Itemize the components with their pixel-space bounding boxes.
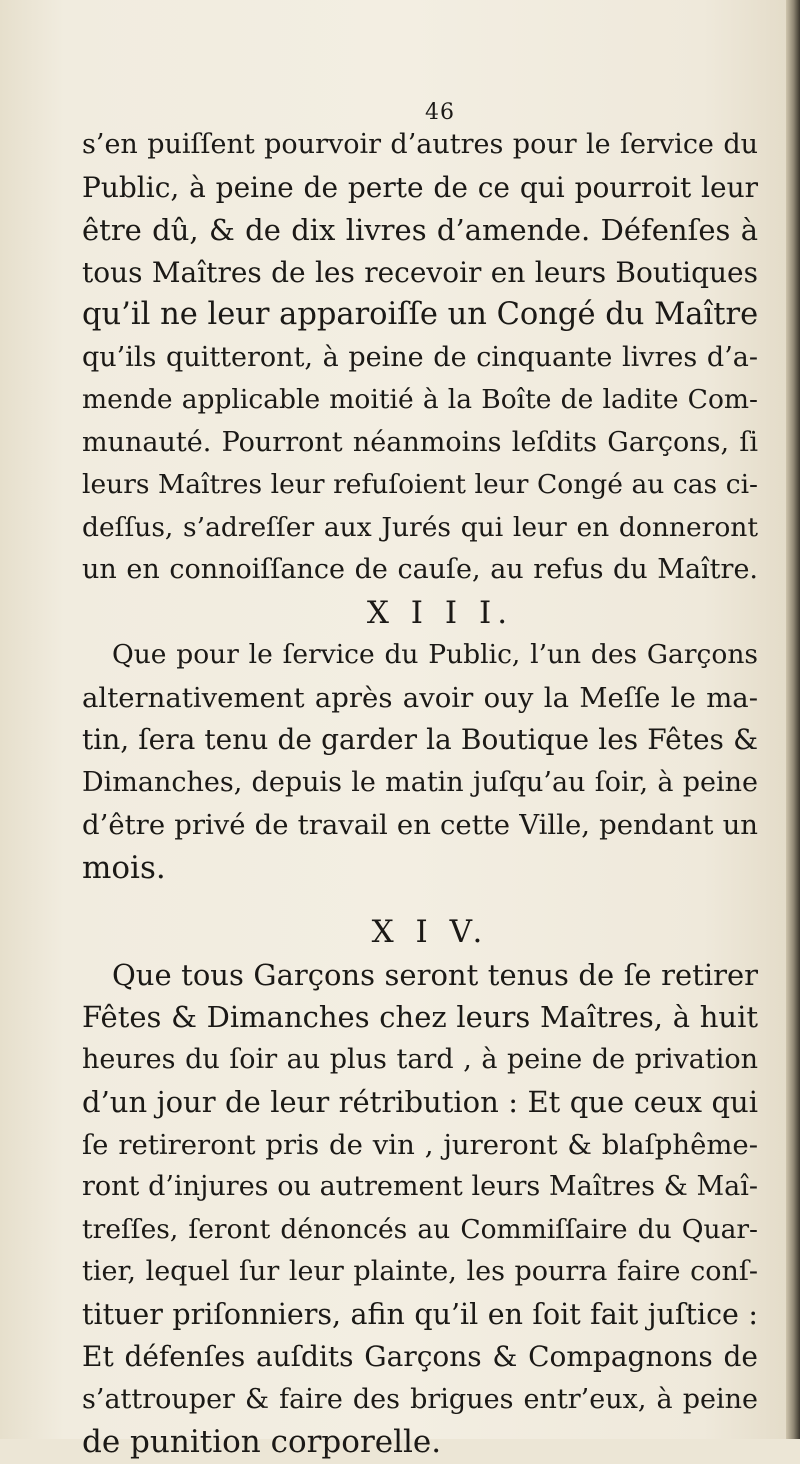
text-line: s’attrouper & faire des brigues entr’eux, à peine bbox=[82, 1383, 758, 1415]
text-line: munauté. Pourront néanmoins leſdits Garçons, ſi bbox=[82, 426, 758, 458]
text-line: leurs Maîtres leur refuſoient leur Congé au cas ci- bbox=[82, 469, 758, 500]
text-line: mois. bbox=[82, 849, 166, 886]
text-line: mende applicable moitié à la Boîte de ladite Com- bbox=[82, 384, 758, 415]
page-text bbox=[82, 124, 758, 1464]
text-line: ſe retireront pris de vin , jureront & blaſphême- bbox=[82, 1128, 758, 1161]
text-line: Public, à peine de perte de ce qui pourroit leur bbox=[82, 170, 758, 204]
article-xiv-paragraph bbox=[82, 954, 758, 1464]
text-line: s’en puiſſent pourvoir d’autres pour le ſervice du bbox=[82, 129, 758, 160]
text-line: heures du ſoir au plus tard , à peine de privation bbox=[82, 1043, 758, 1075]
text-line: treſſes, ſeront dénoncés au Commiſſaire du Quar- bbox=[82, 1213, 758, 1245]
article-heading-xiii: X I I I. bbox=[366, 594, 514, 631]
text-line: qu’ils quitteront, à peine de cinquante livres d’a- bbox=[82, 341, 758, 373]
page-edge-shadow bbox=[786, 0, 800, 1439]
text-line: d’un jour de leur rétribution : Et que ceux qui bbox=[82, 1085, 758, 1119]
text-line: être dû, & de dix livres d’amende. Défenſes à bbox=[82, 213, 758, 247]
text-line: qu’il ne leur apparoiſſe un Congé du Maître bbox=[82, 297, 759, 332]
text-line: Dimanches, depuis le matin juſqu’au ſoir, à peine bbox=[82, 766, 758, 798]
text-line: tous Maîtres de les recevoir en leurs Boutiques bbox=[82, 255, 758, 289]
text-line: tin, ſera tenu de garder la Boutique les Fêtes & bbox=[82, 723, 758, 756]
text-line: Et défenſes auſdits Garçons & Compagnons de bbox=[82, 1340, 758, 1373]
article-xiii-paragraph bbox=[82, 634, 758, 889]
article-heading-xiv: X I V. bbox=[371, 914, 489, 950]
text-line: ront d’injures ou autrement leurs Maîtres & Maî- bbox=[82, 1171, 758, 1202]
text-line: d’être privé de travail en cette Ville, pendant un bbox=[82, 809, 758, 841]
text-line: un en connoiſſance de cauſe, au refus du Maître. bbox=[82, 554, 758, 585]
paragraph-continuation bbox=[82, 124, 758, 592]
text-line: alternativement après avoir ouy la Meſſe le ma- bbox=[82, 681, 758, 714]
text-line: tier, lequel ſur leur plainte, les pourra faire conſ- bbox=[82, 1256, 758, 1287]
text-line: Que pour le ſervice du Public, l’un des Garçons bbox=[112, 639, 758, 670]
page-number: 46 bbox=[425, 100, 455, 125]
text-line: tituer priſonniers, afin qu’il en ſoit fait juſtice : bbox=[82, 1297, 758, 1331]
text-line: deſſus, s’adreſſer aux Jurés qui leur en donneront bbox=[82, 511, 758, 543]
text-line: Que tous Garçons seront tenus de ſe retirer bbox=[112, 957, 758, 992]
text-line: Fêtes & Dimanches chez leurs Maîtres, à huit bbox=[82, 1000, 758, 1034]
text-line: de punition corporelle. bbox=[82, 1424, 442, 1460]
